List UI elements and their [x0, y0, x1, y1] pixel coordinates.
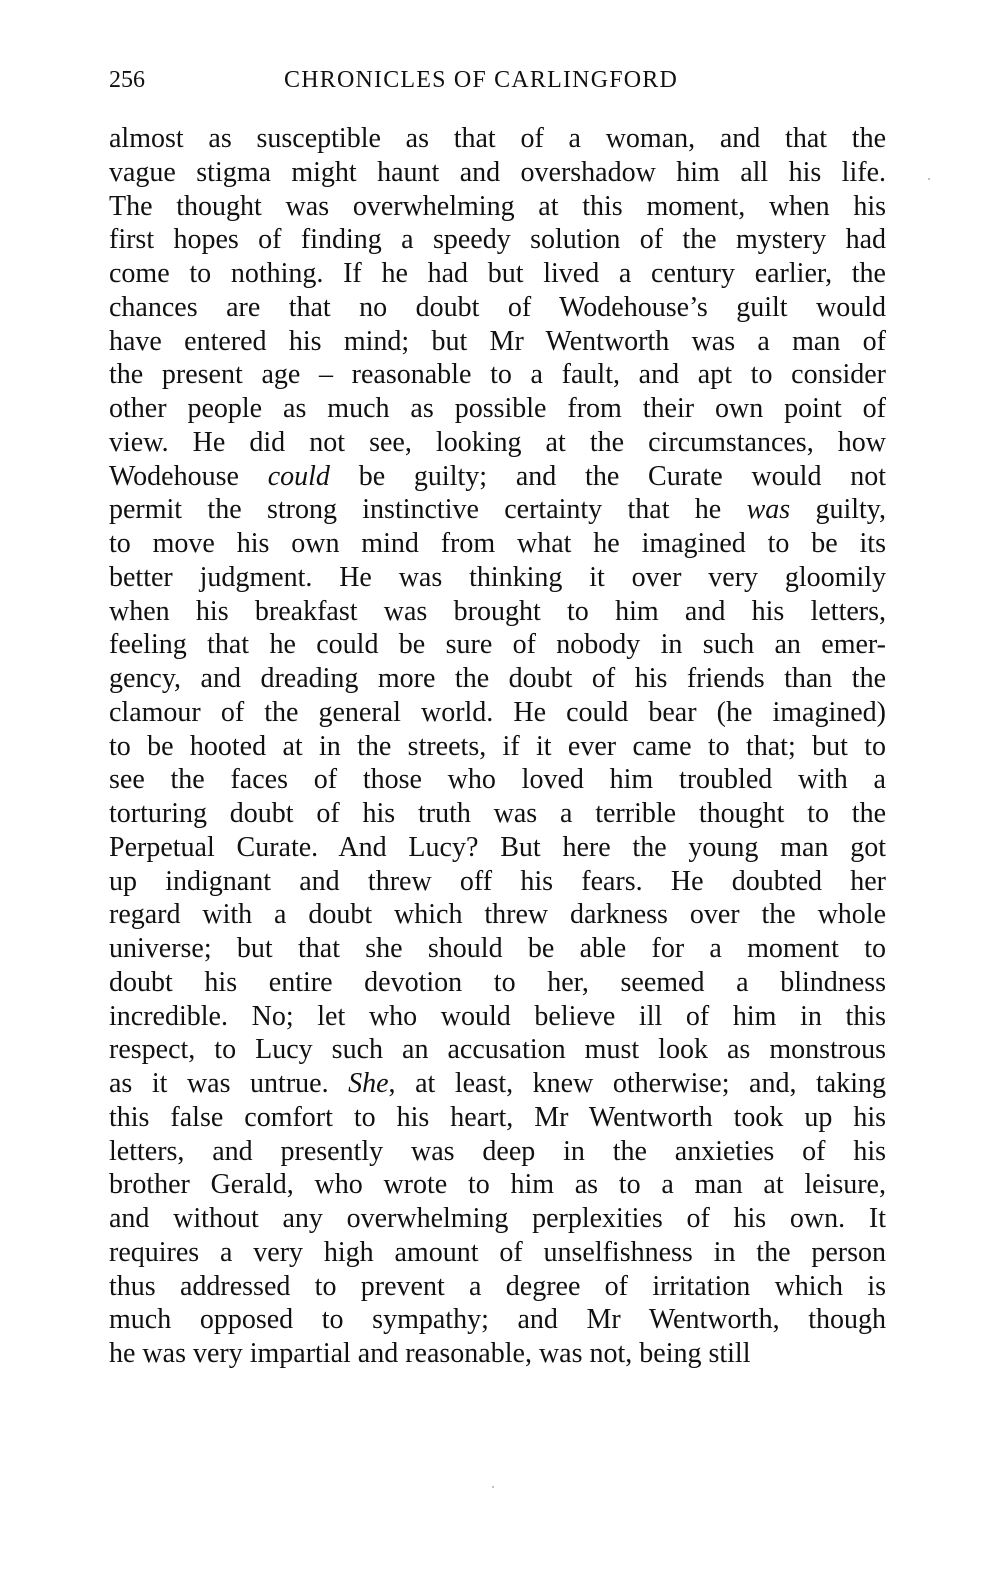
text-line: regard with a doubt which threw darkness over the whole: [109, 899, 886, 931]
text-line: Wodehouse could be guilty; and the Curate would not: [109, 460, 886, 492]
text-line: view. He did not see, looking at the circumstances, how: [109, 426, 886, 458]
book-title: CHRONICLES OF CARLINGFORD: [284, 67, 679, 93]
scan-speck: [492, 1486, 494, 1488]
text-line: chances are that no doubt of Wodehouse’s guilt would: [109, 291, 886, 323]
running-head: [109, 62, 889, 98]
scan-speck: [928, 178, 930, 180]
italic-emphasis: She: [348, 1068, 389, 1099]
text-line: first hopes of finding a speedy solution of the mystery had: [109, 224, 886, 256]
text-line: permit the strong instinctive certainty that he was guilty,: [109, 494, 886, 526]
text-line: gency, and dreading more the doubt of his friends than the: [109, 663, 886, 694]
text-line: to move his own mind from what he imagined to be its: [109, 528, 886, 559]
text-line: vague stigma might haunt and overshadow him all his life.: [109, 156, 886, 188]
text-line: requires a very high amount of unselfishness in the person: [109, 1236, 886, 1268]
text-line: torturing doubt of his truth was a terrible thought to the: [109, 798, 886, 829]
text-line: better judgment. He was thinking it over very gloomily: [109, 561, 886, 593]
text-line: and without any overwhelming perplexities of his own. It: [109, 1203, 886, 1234]
text-line: see the faces of those who loved him troubled with a: [109, 764, 886, 796]
text-line: he was very impartial and reasonable, was not, being still: [109, 1338, 751, 1369]
text-line: incredible. No; let who would believe ill of him in this: [109, 1000, 886, 1032]
text-line: feeling that he could be sure of nobody in such an emer-: [109, 629, 886, 661]
text-line: respect, to Lucy such an accusation must look as monstrous: [109, 1034, 886, 1066]
text-line: as it was untrue. She, at least, knew otherwise; and, taking: [109, 1068, 886, 1099]
text-line: have entered his mind; but Mr Wentworth was a man of: [109, 325, 886, 357]
text-line: when his breakfast was brought to him and his letters,: [109, 595, 886, 627]
text-line: this false comfort to his heart, Mr Wentworth took up his: [109, 1101, 886, 1133]
text-line: to be hooted at in the streets, if it ever came to that; but to: [109, 730, 886, 762]
text-line: doubt his entire devotion to her, seemed a blindness: [109, 966, 886, 998]
text-line: the present age – reasonable to a fault, and apt to consider: [109, 359, 886, 391]
text-line: thus addressed to prevent a degree of irritation which is: [109, 1270, 886, 1302]
text-line: clamour of the general world. He could bear (he imagined): [109, 696, 886, 728]
body-text: [109, 122, 886, 1371]
text-line: The thought was overwhelming at this moment, when his: [109, 190, 886, 222]
text-line: Perpetual Curate. And Lucy? But here the young man got: [109, 831, 886, 863]
text-line: universe; but that she should be able for a moment to: [109, 933, 886, 964]
italic-emphasis: was: [746, 494, 791, 526]
text-line: almost as susceptible as that of a woman, and that the: [109, 123, 886, 154]
text-line: come to nothing. If he had but lived a century earlier, the: [109, 258, 886, 289]
text-line: letters, and presently was deep in the anxieties of his: [109, 1135, 886, 1167]
text-line: much opposed to sympathy; and Mr Wentworth, though: [109, 1304, 886, 1336]
text-line: up indignant and threw off his fears. He doubted her: [109, 865, 886, 897]
page-number: 256: [109, 67, 145, 93]
text-line: brother Gerald, who wrote to him as to a man at leisure,: [109, 1169, 886, 1201]
text-line: other people as much as possible from their own point of: [109, 393, 886, 424]
italic-emphasis: could: [267, 460, 330, 492]
